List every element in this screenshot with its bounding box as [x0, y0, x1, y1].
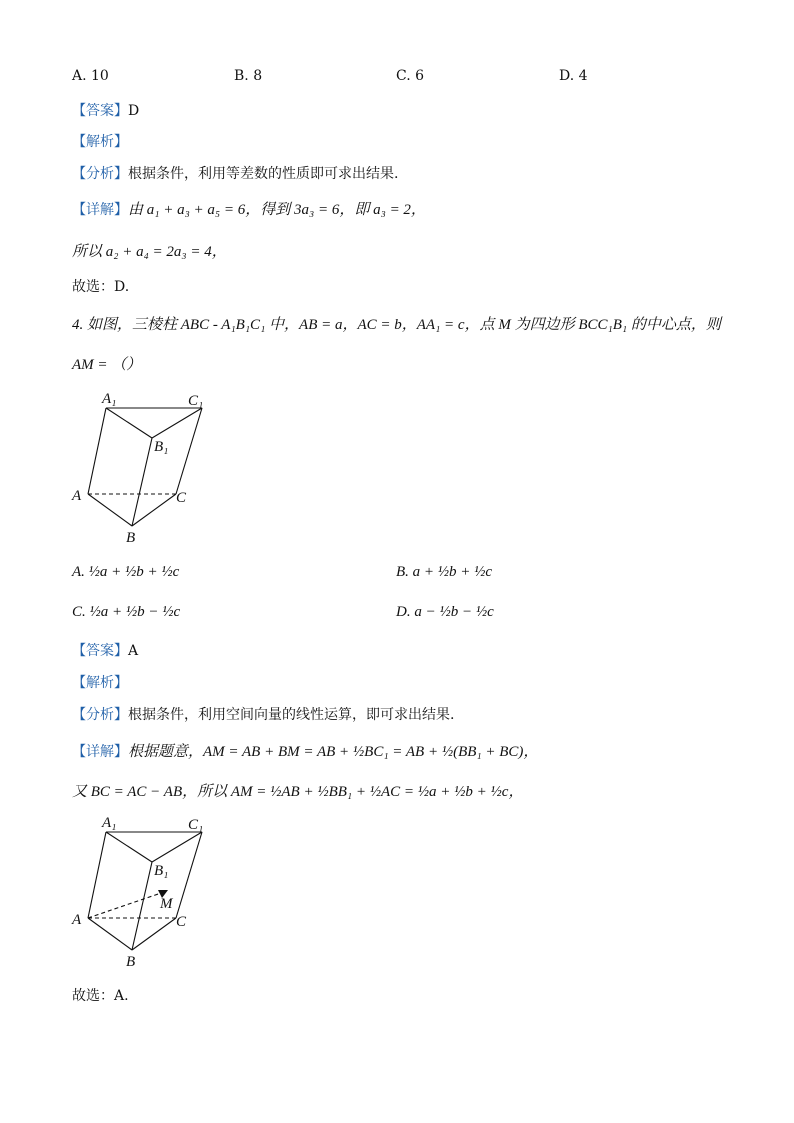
q4-analysis — [72, 704, 454, 724]
q3-detail-2 — [72, 240, 227, 261]
q4-stem-line2 — [72, 353, 141, 374]
answer-value: A — [128, 643, 139, 659]
q4-detail-1 — [72, 740, 538, 761]
label-c1: C₁ — [188, 817, 204, 833]
q3-option-a: A. 10 — [72, 68, 109, 84]
label-b: B — [126, 530, 136, 546]
label-a: A — [72, 912, 82, 928]
label-b1: B₁ — [154, 863, 169, 879]
answer-tag: 【答案】 — [72, 643, 128, 659]
prism-figure-1 — [68, 388, 228, 548]
q4-stem-text: 4. 如图，三棱柱 ABC - A₁B₁C₁ 中，AB = a，AC = b，AA₁ = c，点 M 为四边形 BCC₁B₁ 的中心点，则 — [72, 317, 721, 333]
detail-tag: 【详解】 — [72, 202, 128, 218]
analysis-text: 根据条件，利用等差数的性质即可求出结果. — [128, 166, 399, 182]
analysis-tag: 【分析】 — [72, 166, 128, 182]
q3-analysis — [72, 163, 398, 183]
detail-formula: 所以 a₂ + a₄ = 2a₃ = 4， — [72, 244, 227, 260]
label-a1: A₁ — [102, 391, 117, 407]
label-c: C — [176, 914, 187, 930]
q4-stem-line1 — [72, 313, 721, 334]
answer-tag: 【答案】 — [72, 103, 128, 119]
label-b1: B₁ — [154, 439, 169, 455]
q3-option-c: C. 6 — [396, 68, 425, 84]
q4-option-d: D. a − ½b − ½c — [396, 604, 494, 620]
q4-answer — [72, 640, 138, 660]
q4-option-a: A. ½a + ½b + ½c — [72, 564, 180, 580]
q4-option-b: B. a + ½b + ½c — [396, 564, 493, 580]
q4-explain-tag: 【解析】 — [72, 675, 128, 691]
q3-explain-tag: 【解析】 — [72, 134, 128, 150]
label-c: C — [176, 490, 187, 506]
detail-formula: 根据题意，AM = AB + BM = AB + ½BC₁ = AB + ½(BB₁ + BC)， — [128, 744, 539, 760]
label-b: B — [126, 954, 136, 970]
q3-option-d: D. 4 — [559, 68, 588, 84]
q3-answer — [72, 100, 139, 120]
label-c1: C₁ — [188, 393, 204, 409]
answer-value: D — [128, 103, 140, 119]
analysis-tag: 【分析】 — [72, 707, 128, 723]
q4-choose: 故选：A. — [72, 988, 129, 1004]
q3-option-b: B. 8 — [234, 68, 263, 84]
detail-formula-2: 又 BC = AC − AB，所以 AM = ½AB + ½BB₁ + ½AC = ½a + ½b + ½c， — [72, 784, 524, 800]
q4-detail-2 — [72, 780, 523, 801]
q4-option-c: C. ½a + ½b − ½c — [72, 604, 181, 620]
analysis-text: 根据条件，利用空间向量的线性运算，即可求出结果. — [128, 707, 455, 723]
label-m: M — [160, 896, 173, 912]
prism-figure-2 — [68, 812, 228, 972]
q3-choose: 故选：D. — [72, 279, 130, 295]
detail-tag: 【详解】 — [72, 744, 128, 760]
label-a: A — [72, 488, 82, 504]
q3-detail-1 — [72, 198, 426, 219]
label-a1: A₁ — [102, 815, 117, 831]
detail-formula: 由 a₁ + a₃ + a₅ = 6，得到 3a₃ = 6，即 a₃ = 2， — [128, 202, 426, 218]
q4-stem-text-2: AM = （） — [72, 357, 142, 373]
